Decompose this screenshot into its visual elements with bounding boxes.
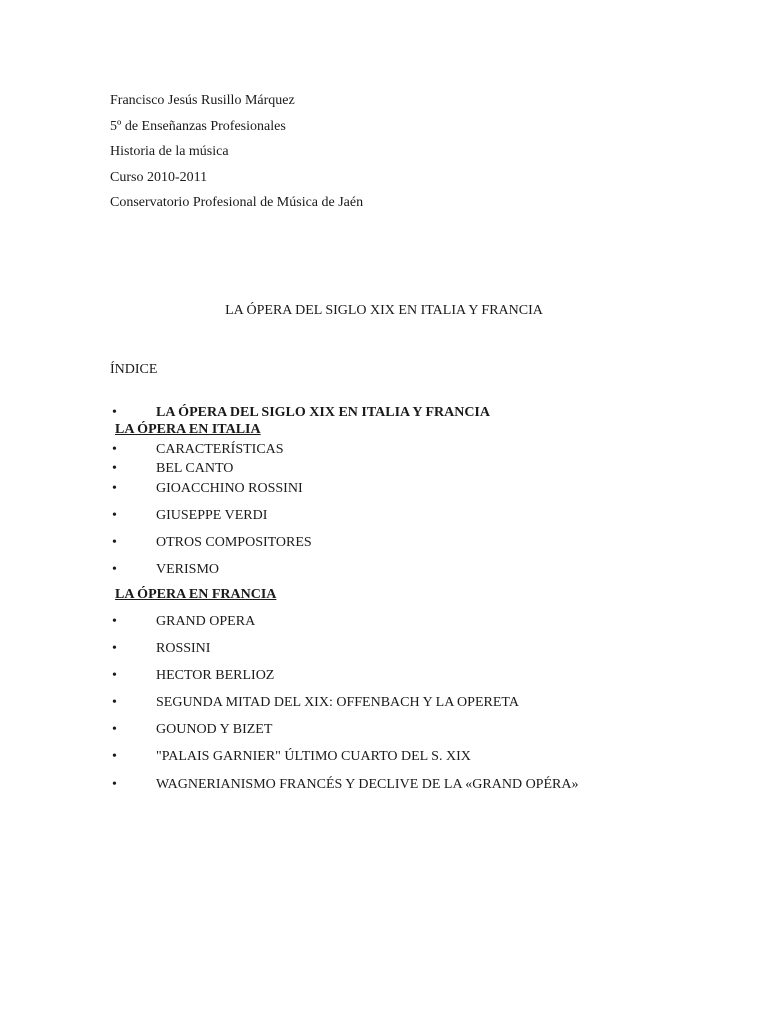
- index-item: CARACTERÍSTICAS: [156, 442, 284, 457]
- bullet-icon: •: [112, 641, 117, 656]
- bullet-icon: •: [112, 461, 117, 476]
- index-item: BEL CANTO: [156, 461, 234, 476]
- bullet-icon: •: [112, 668, 117, 683]
- index-item: SEGUNDA MITAD DEL XIX: OFFENBACH Y LA OPERETA: [156, 695, 519, 710]
- bullet-icon: •: [112, 777, 117, 792]
- bullet-icon: •: [112, 405, 117, 420]
- institution: Conservatorio Profesional de Música de Jaén: [110, 195, 364, 210]
- index-item: GIUSEPPE VERDI: [156, 508, 268, 523]
- course-level: 5º de Enseñanzas Profesionales: [110, 119, 286, 134]
- subject: Historia de la música: [110, 144, 229, 159]
- bullet-icon: •: [112, 508, 117, 523]
- bullet-icon: •: [112, 481, 117, 496]
- index-item: HECTOR BERLIOZ: [156, 668, 275, 683]
- section-heading-france: LA ÓPERA EN FRANCIA: [115, 587, 277, 602]
- academic-year: Curso 2010-2011: [110, 170, 208, 185]
- index-item: WAGNERIANISMO FRANCÉS Y DECLIVE DE LA «GRAND OPÉRA»: [156, 777, 579, 792]
- document-title: LA ÓPERA DEL SIGLO XIX EN ITALIA Y FRANCIA: [225, 303, 543, 318]
- bullet-icon: •: [112, 562, 117, 577]
- bullet-icon: •: [112, 442, 117, 457]
- bullet-icon: •: [112, 722, 117, 737]
- author-name: Francisco Jesús Rusillo Márquez: [110, 93, 295, 108]
- index-item: "PALAIS GARNIER" ÚLTIMO CUARTO DEL S. XIX: [156, 749, 471, 764]
- index-item: GIOACCHINO ROSSINI: [156, 481, 303, 496]
- bullet-icon: •: [112, 535, 117, 550]
- index-item: GOUNOD Y BIZET: [156, 722, 273, 737]
- bullet-icon: •: [112, 695, 117, 710]
- section-heading-italy: LA ÓPERA EN ITALIA: [115, 422, 261, 437]
- index-item: GRAND OPERA: [156, 614, 256, 629]
- index-heading: ÍNDICE: [110, 362, 158, 377]
- index-item: VERISMO: [156, 562, 220, 577]
- index-item: ROSSINI: [156, 641, 211, 656]
- bullet-icon: •: [112, 614, 117, 629]
- bullet-icon: •: [112, 749, 117, 764]
- index-item: OTROS COMPOSITORES: [156, 535, 312, 550]
- index-main-item: LA ÓPERA DEL SIGLO XIX EN ITALIA Y FRANCIA: [156, 405, 490, 420]
